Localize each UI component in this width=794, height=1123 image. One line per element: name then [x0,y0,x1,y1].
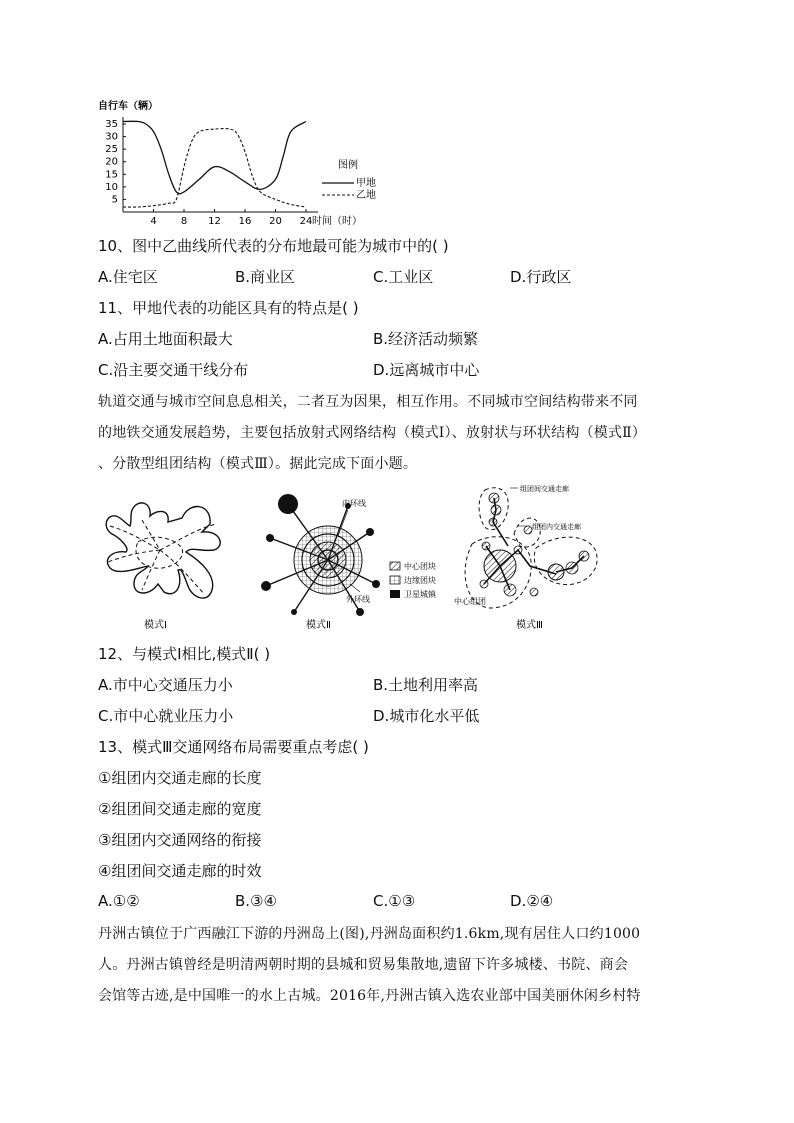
passage2-line-2: 人。丹洲古镇曾经是明清两朝时期的县城和贸易集散地,遗留下许多城楼、书院、商会 [98,957,629,973]
legend-satellite-town: 卫星城镇 [404,590,436,599]
q13-option-d[interactable]: D.②④ [510,892,554,910]
passage1-line-2: 的地铁交通发展趋势，主要包括放射式网络结构（模式Ⅰ）、放射状与环状结构（模式Ⅱ） [98,425,647,441]
passage1-line-3: 、分散型组团结构（模式Ⅲ）。据此完成下面小题。 [98,456,418,472]
legend-jia-label: 甲地 [356,178,376,189]
q12-stem: 12、与模式Ⅰ相比,模式Ⅱ( ) [98,645,271,663]
q12-option-a[interactable]: A.市中心交通压力小 [98,676,233,694]
q10-option-b[interactable]: B.商业区 [235,268,296,286]
q11-option-a[interactable]: A.占用土地面积最大 [98,330,233,348]
legend-title: 图例 [338,160,358,171]
corridor-within-label: 组团内交通走廊 [532,523,581,531]
x-tick-label: 4 [150,216,157,227]
y-tick-label: 35 [105,119,118,131]
corridor-between-label: 组团间交通走廊 [520,485,569,493]
q12-option-c[interactable]: C.市中心就业压力小 [98,707,234,725]
inner-ring-label: 内环线 [342,499,366,508]
chart-xlabel: 时间（时） [312,216,362,227]
model-3-diagram [465,488,597,608]
q13-item-1: ①组团内交通走廊的长度 [98,769,262,787]
urban-structure-diagrams [90,480,610,640]
chart-ylabel: 自行车（辆） [98,101,158,112]
y-tick-label: 5 [111,194,118,206]
legend-center-cluster: 中心团块 [404,562,436,571]
q13-item-3: ③组团内交通网络的衔接 [98,831,262,849]
series-jia-line [123,121,306,193]
y-tick-label: 20 [105,156,118,168]
model-2-caption: 模式Ⅱ [306,620,331,631]
q13-option-b[interactable]: B.③④ [235,892,277,910]
q13-item-4: ④组团间交通走廊的时效 [98,862,262,880]
y-tick-label: 30 [105,131,118,143]
model-2-diagram [261,494,400,616]
q10-option-c[interactable]: C.工业区 [373,268,434,286]
y-tick-label: 15 [105,169,118,181]
q11-option-b[interactable]: B.经济活动频繁 [373,330,479,348]
model-3-caption: 模式Ⅲ [516,620,543,631]
x-tick-label: 24 [299,216,313,227]
outer-ring-label: 外环线 [346,595,370,604]
y-tick-label: 10 [105,181,118,193]
passage2-line-1: 丹洲古镇位于广西融江下游的丹洲岛上(图),丹洲岛面积约1.6km,现有居住人口约1000 [98,926,641,942]
x-tick-label: 8 [180,216,188,227]
q12-option-b[interactable]: B.土地利用率高 [373,676,479,694]
x-tick-label: 20 [269,216,282,227]
q11-stem: 11、甲地代表的功能区具有的特点是( ) [98,299,359,317]
center-cluster-label: 中心组团 [454,597,486,606]
q13-item-2: ②组团间交通走廊的宽度 [98,800,262,818]
model-1-diagram [106,503,220,598]
y-tick-label: 25 [105,144,118,156]
passage1-line-1: 轨道交通与城市空间息息相关，二者互为因果，相互作用。不同城市空间结构带来不同 [98,394,638,410]
model-1-caption: 模式Ⅰ [144,620,167,631]
q10-option-d[interactable]: D.行政区 [510,268,572,286]
series-yi-line [123,129,306,208]
x-tick-label: 16 [238,216,252,227]
q11-option-d[interactable]: D.远离城市中心 [373,361,480,379]
passage2-line-3: 会馆等古迹,是中国唯一的水上古城。2016年,丹洲古镇入选农业部中国美丽休闲乡村特 [98,988,641,1004]
q12-option-d[interactable]: D.城市化水平低 [373,707,480,725]
q13-option-a[interactable]: A.①② [98,892,140,910]
q10-option-a[interactable]: A.住宅区 [98,268,158,286]
legend-edge-cluster: 边缘团块 [404,576,436,585]
x-tick-label: 12 [208,216,221,227]
bicycle-line-chart [90,95,400,230]
q13-stem: 13、模式Ⅲ交通网络布局需要重点考虑( ) [98,738,369,756]
q11-option-c[interactable]: C.沿主要交通干线分布 [98,361,249,379]
q10-stem: 10、图中乙曲线所代表的分布地最可能为城市中的( ) [98,237,449,255]
q13-option-c[interactable]: C.①③ [373,892,416,910]
legend-yi-label: 乙地 [356,190,376,201]
